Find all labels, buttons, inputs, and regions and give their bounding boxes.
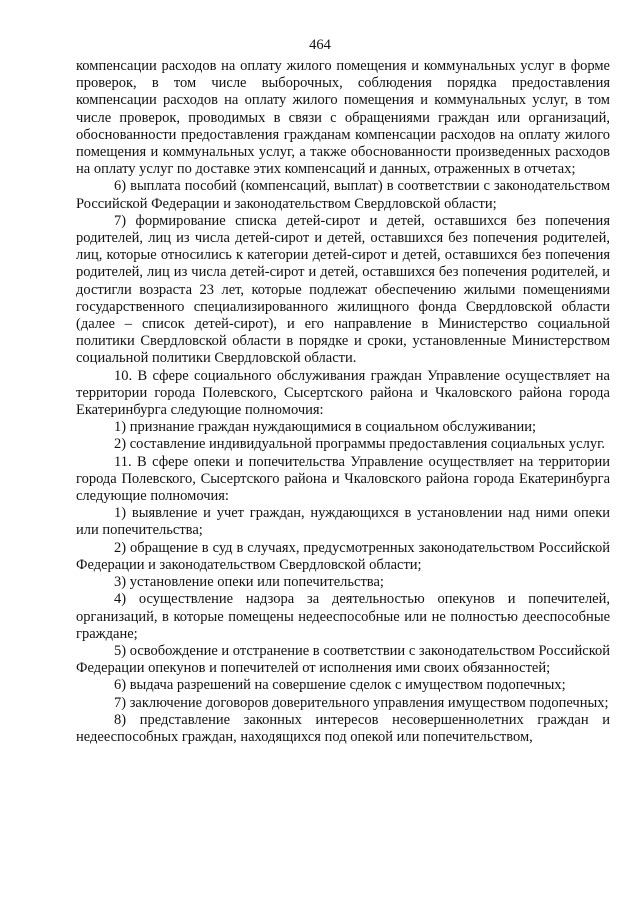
paragraph-section-10-item-2: 2) составление индивидуальной программы предоставления социальных услуг. (114, 436, 606, 453)
paragraph-section-11-item-1: 1) выявление и учет граждан, нуждающихся в установлении над ними опеки или попечительства; (76, 505, 610, 539)
paragraph-section-10: 10. В сфере социального обслуживания граждан Управление осуществляет на территории города Полевского, Сысертского района и Чкаловского района города Екатеринбурга следующие полномочия: (76, 367, 610, 419)
paragraph-section-11: 11. В сфере опеки и попечительства Управление осуществляет на территории города Полевского, Сысертского района и Чкаловского района города Екатеринбурга следующие полномочия: (76, 453, 610, 505)
paragraph-item-6-benefits: 6) выплата пособий (компенсаций, выплат) в соответствии с законодательством Российской Федерации и законодательством Свердловской области; (76, 178, 610, 212)
paragraph-section-11-item-7: 7) заключение договоров доверительного управления имуществом подопечных; (114, 694, 609, 711)
paragraph-compensation-checks: компенсации расходов на оплату жилого помещения и коммунальных услуг в форме проверок, в том числе выборочных, соблюдения порядка предоставления компенсации расходов на оплату жилого помещения и коммунальных услуг, в том числе проверок, проводимых в связи с обращениями граждан или организаций, обоснованности предоставления гражданам компенсации расходов на оплату жилого помещения и коммунальных услуг, а также обоснованности произведенных расходов на оплату услуг по доставке этих компенсаций и данных, отраженных в отчетах; (76, 58, 610, 178)
document-body (76, 58, 610, 746)
paragraph-section-11-item-5: 5) освобождение и отстранение в соответствии с законодательством Российской Федерации опекунов и попечителей от исполнения ими своих обязанностей; (76, 642, 611, 677)
paragraph-section-11-item-2: 2) обращение в суд в случаях, предусмотренных законодательством Российской Федерации и законодательством Свердловской области; (76, 539, 610, 573)
paragraph-section-11-item-4: 4) осуществление надзора за деятельностью опекунов и попечителей, организаций, в которые помещены недееспособные или не полностью дееспособные граждане; (76, 591, 610, 642)
paragraph-section-11-item-3: 3) установление опеки или попечительства; (114, 574, 384, 591)
page-number: 464 (309, 37, 331, 53)
paragraph-section-10-item-1: 1) признание граждан нуждающимися в социальном обслуживании; (114, 419, 537, 436)
paragraph-section-11-item-8: 8) представление законных интересов несовершеннолетних граждан и недееспособных граждан, находящихся под опекой или попечительством, (76, 711, 610, 745)
paragraph-section-11-item-6: 6) выдача разрешений на совершение сделок с имуществом подопечных; (114, 677, 566, 694)
paragraph-item-7-orphans-list: 7) формирование списка детей-сирот и детей, оставшихся без попечения родителей, лиц из числа детей-сирот и детей, оставшихся без попечения родителей, лиц, которые относились к категории детей-сирот и детей, оставшихся без попечения родителей, лиц из числа детей-сирот и детей, оставшихся без попечения родителей, и достигли возраста 23 лет, которые подлежат обеспечению жилыми помещениями государственного специализированного жилищного фонда Свердловской области (далее – список детей-сирот), и его направление в Министерство социальной политики Свердловской области в порядке и сроки, установленные Министерством социальной политики Свердловской области. (76, 212, 610, 367)
